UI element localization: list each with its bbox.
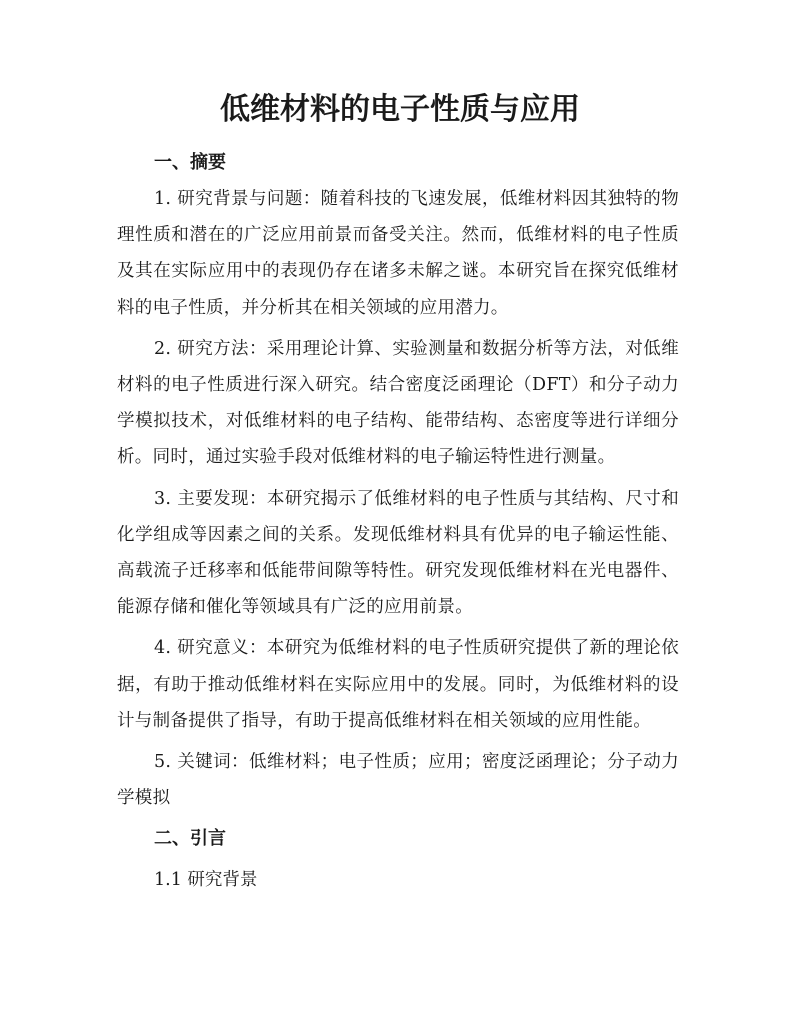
- abstract-item-methods: 2. 研究方法：采用理论计算、实验测量和数据分析等方法，对低维材料的电子性质进行深入研究。结合密度泛函理论（DFT）和分子动力学模拟技术，对低维材料的电子结构、能带结构、态密度等进行详细分析。同时，通过实验手段对低维材料的电子输运特性进行测量。: [117, 338, 679, 468]
- document-body: [117, 145, 679, 898]
- abstract-item-significance: 4. 研究意义：本研究为低维材料的电子性质研究提供了新的理论依据，有助于推动低维材料在实际应用中的发展。同时，为低维材料的设计与制备提供了指导，有助于提高低维材料在相关领域的应用性能。: [117, 638, 679, 731]
- abstract-heading: 一、摘要: [154, 152, 226, 173]
- abstract-item-findings: 3. 主要发现：本研究揭示了低维材料的电子性质与其结构、尺寸和化学组成等因素之间的关系。发现低维材料具有优异的电子输运性能、高载流子迁移率和低能带间隙等特性。研究发现低维材料在光电器件、能源存储和催化等领域具有广泛的应用前景。: [117, 488, 679, 618]
- subsection-heading: 1.1 研究背景: [154, 870, 258, 891]
- abstract-item-background: 1. 研究背景与问题：随着科技的飞速发展，低维材料因其独特的物理性质和潜在的广泛应用前景而备受关注。然而，低维材料的电子性质及其在实际应用中的表现仍存在诸多未解之谜。本研究旨在探究低维材料的电子性质，并分析其在相关领域的应用潜力。: [117, 189, 679, 318]
- abstract-item-keywords: 5. 关键词：低维材料；电子性质；应用；密度泛函理论；分子动力学模拟: [117, 752, 679, 809]
- document-title: 低维材料的电子性质与应用: [220, 92, 580, 127]
- introduction-heading: 二、引言: [154, 828, 226, 850]
